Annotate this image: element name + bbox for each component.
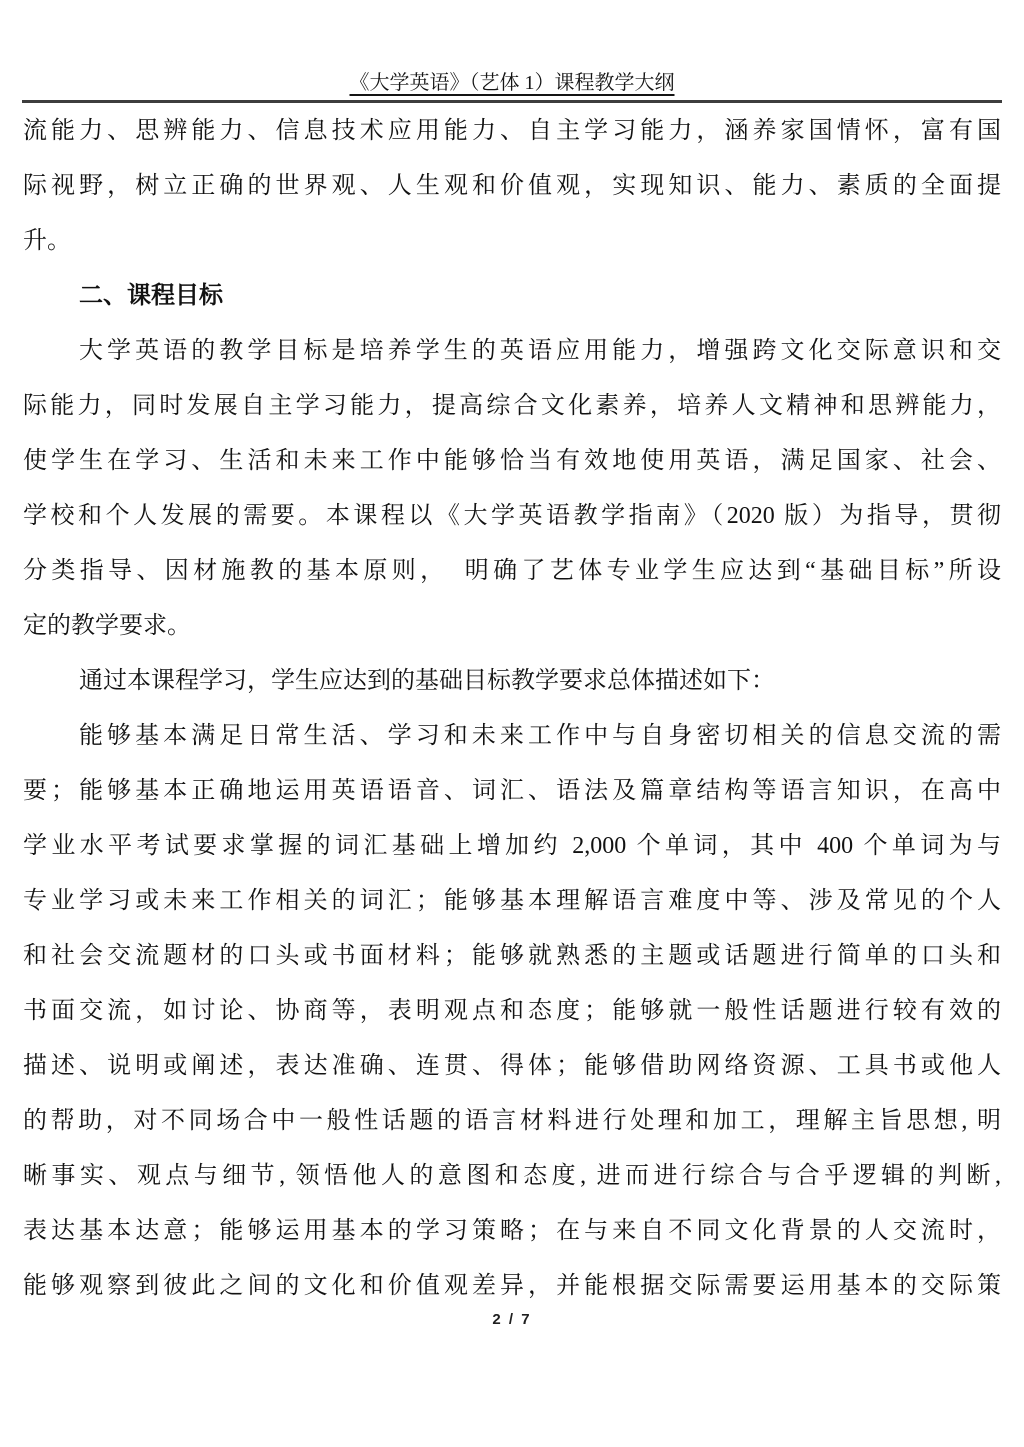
- body-text-line: 表达基本达意；能够运用基本的学习策略；在与来自不同文化背景的人交流时，: [23, 1218, 1001, 1244]
- body-text-line: 定的教学要求。: [23, 613, 191, 639]
- body-text-line: 能够基本满足日常生活、学习和未来工作中与自身密切相关的信息交流的需: [79, 723, 1001, 749]
- body-text-line: 要；能够基本正确地运用英语语音、词汇、语法及篇章结构等语言知识，在高中: [23, 778, 1001, 804]
- body-text-line: 专业学习或未来工作相关的词汇；能够基本理解语言难度中等、涉及常见的个人: [23, 888, 1001, 914]
- body-text-line: 学业水平考试要求掌握的词汇基础上增加约 2,000 个单词，其中 400 个单词为与: [23, 833, 1001, 859]
- page-number: 2 / 7: [492, 1311, 532, 1328]
- document-header-title: 《大学英语》（艺体 1）课程教学大纲: [349, 72, 675, 94]
- body-text-line: 学校和个人发展的需要。本课程以《大学英语教学指南》（2020 版）为指导，贯彻: [23, 503, 1001, 529]
- document-body-text: [23, 104, 1001, 1314]
- body-text-line: 使学生在学习、生活和未来工作中能够恰当有效地使用英语，满足国家、社会、: [23, 448, 1001, 474]
- header-divider-rule: [22, 100, 1002, 103]
- body-text-line: 流能力、思辨能力、信息技术应用能力、自主学习能力，涵养家国情怀，富有国: [23, 118, 1001, 144]
- body-text-line: 分类指导、因材施教的基本原则， 明确了艺体专业学生应达到“基础目标”所设: [23, 558, 1001, 584]
- body-text-line: 升。: [23, 228, 71, 254]
- body-text-line: 书面交流，如讨论、协商等，表明观点和态度；能够就一般性话题进行较有效的: [23, 998, 1001, 1024]
- body-text-line: 通过本课程学习，学生应达到的基础目标教学要求总体描述如下：: [79, 668, 775, 694]
- body-text-line: 晰事实、观点与细节, 领悟他人的意图和态度, 进而进行综合与合乎逻辑的判断,: [23, 1163, 1001, 1189]
- body-text-line: 能够观察到彼此之间的文化和价值观差异，并能根据交际需要运用基本的交际策: [23, 1273, 1001, 1299]
- section-heading-course-objectives: 二、课程目标: [79, 283, 223, 309]
- body-text-line: 大学英语的教学目标是培养学生的英语应用能力，增强跨文化交际意识和交: [79, 338, 1001, 364]
- body-text-line: 和社会交流题材的口头或书面材料；能够就熟悉的主题或话题进行简单的口头和: [23, 943, 1001, 969]
- body-text-line: 描述、说明或阐述，表达准确、连贯、得体；能够借助网络资源、工具书或他人: [23, 1053, 1001, 1079]
- body-text-line: 的帮助，对不同场合中一般性话题的语言材料进行处理和加工，理解主旨思想, 明: [23, 1108, 1001, 1134]
- document-header: [0, 68, 1024, 98]
- body-text-line: 际能力，同时发展自主学习能力，提高综合文化素养，培养人文精神和思辨能力，: [23, 393, 1001, 419]
- body-text-line: 际视野，树立正确的世界观、人生观和价值观，实现知识、能力、素质的全面提: [23, 173, 1001, 199]
